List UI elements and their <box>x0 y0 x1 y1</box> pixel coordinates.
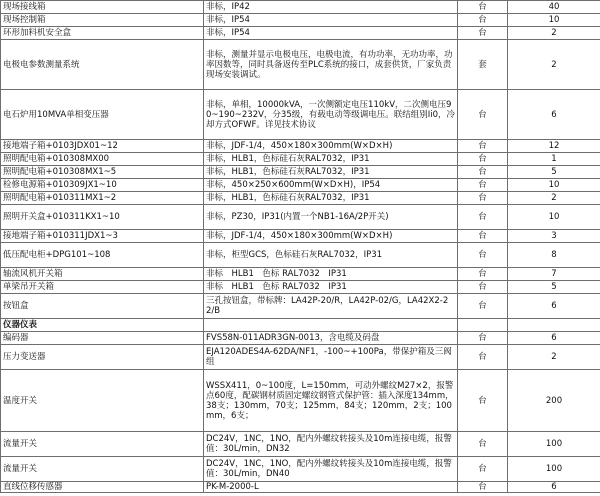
item-spec-cell: 非标，HLB1，色标硅石灰RAL7032，IP31 <box>204 166 458 179</box>
item-name-cell: 直线位移传感器 <box>1 482 204 493</box>
item-name-cell: 压力变送器 <box>1 345 204 370</box>
item-qty-cell: 10 <box>508 205 600 230</box>
item-unit-cell: 台 <box>458 230 508 243</box>
item-qty-cell: 6 <box>508 294 600 319</box>
item-spec-cell: 非标，PZ30，IP31(内置一个NB1-16A/2P开关) <box>204 205 458 230</box>
item-spec-cell <box>204 319 458 332</box>
item-unit-cell: 台 <box>458 90 508 140</box>
item-name-cell: 环形加料机安全盒 <box>1 27 204 40</box>
item-unit-cell: 台 <box>458 281 508 294</box>
item-name-cell: 低压配电柜+DPG101~108 <box>1 243 204 268</box>
item-qty-cell: 1 <box>508 153 600 166</box>
item-unit-cell: 台 <box>458 27 508 40</box>
item-spec-cell: 非标，JDF-1/4，450×180×300mm(W×D×H) <box>204 140 458 153</box>
item-qty-cell: 8 <box>508 243 600 268</box>
table-row <box>1 140 600 153</box>
item-spec-cell: 非标，IP54 <box>204 14 458 27</box>
table-row <box>1 14 600 27</box>
item-qty-cell: 100 <box>508 432 600 457</box>
table-row <box>1 432 600 457</box>
item-name-cell: 电极电参数测量系统 <box>1 40 204 90</box>
item-spec-cell: 非标 HLB1 色标 RAL7032 IP31 <box>204 281 458 294</box>
item-unit-cell: 台 <box>458 332 508 345</box>
item-name-cell: 现场控制箱 <box>1 14 204 27</box>
item-unit-cell <box>458 319 508 332</box>
item-unit-cell: 台 <box>458 294 508 319</box>
item-spec-cell: FVS58N-011ADR3GN-0013，含电缆及码盘 <box>204 332 458 345</box>
item-spec-cell: 非标，HLB1，色标硅石灰RAL7032，IP31 <box>204 192 458 205</box>
item-name-cell: 照明开关盒+010311KX1~10 <box>1 205 204 230</box>
table-row <box>1 27 600 40</box>
item-spec-cell: 非标，柜型GCS，色标硅石灰RAL7032，IP31 <box>204 243 458 268</box>
table-row <box>1 243 600 268</box>
item-name-cell: 轴流风机开关箱 <box>1 268 204 281</box>
item-spec-cell: DC24V，1NC，1NO，配内外螺纹转接头及10m连接电缆，报警值：30L/min，DN32 <box>204 432 458 457</box>
table-row <box>1 281 600 294</box>
table-row <box>1 166 600 179</box>
table-body <box>1 1 600 493</box>
table-row <box>1 179 600 192</box>
item-qty-cell: 12 <box>508 140 600 153</box>
item-qty-cell: 7 <box>508 268 600 281</box>
item-qty-cell: 200 <box>508 370 600 432</box>
item-qty-cell: 6 <box>508 332 600 345</box>
item-qty-cell: 10 <box>508 14 600 27</box>
item-name-cell: 编码器 <box>1 332 204 345</box>
item-spec-cell: 非标，IP54 <box>204 27 458 40</box>
item-qty-cell: 100 <box>508 457 600 482</box>
item-unit-cell: 台 <box>458 166 508 179</box>
item-unit-cell: 台 <box>458 192 508 205</box>
table-row <box>1 370 600 432</box>
item-unit-cell: 台 <box>458 243 508 268</box>
item-name-cell: 单梁吊开关箱 <box>1 281 204 294</box>
item-name-cell: 接地端子箱+0103JDX01~12 <box>1 140 204 153</box>
item-spec-cell: 非标，HLB1，色标硅石灰RAL7032，IP31 <box>204 153 458 166</box>
item-name-cell: 接地端子箱+010311JDX1~3 <box>1 230 204 243</box>
table-row <box>1 192 600 205</box>
item-qty-cell: 2 <box>508 40 600 90</box>
item-spec-cell: DC24V，1NC，1NO，配内外螺纹转接头及10m连接电缆，报警值：30L/min，DN40 <box>204 457 458 482</box>
item-spec-cell: EJA120ADES4A-62DA/NF1，-100~+100Pa，带保护箱及三阀组 <box>204 345 458 370</box>
item-unit-cell: 台 <box>458 482 508 493</box>
item-spec-cell: 三孔按钮盒，带标牌：LA42P-20/R，LA42P-02/G，LA42X2-22/B <box>204 294 458 319</box>
item-name-cell: 检修电源箱+010309JX1~10 <box>1 179 204 192</box>
item-qty-cell: 6 <box>508 482 600 493</box>
item-unit-cell: 台 <box>458 14 508 27</box>
table-row <box>1 90 600 140</box>
item-qty-cell: 10 <box>508 179 600 192</box>
table-row <box>1 345 600 370</box>
item-name-cell: 现场接线箱 <box>1 1 204 14</box>
item-name-cell: 电石炉用10MVA单相变压器 <box>1 90 204 140</box>
table-row <box>1 268 600 281</box>
item-name-cell: 流量开关 <box>1 457 204 482</box>
table-row <box>1 205 600 230</box>
table-row <box>1 1 600 14</box>
item-qty-cell: 3 <box>508 230 600 243</box>
item-unit-cell: 台 <box>458 1 508 14</box>
item-unit-cell: 台 <box>458 179 508 192</box>
item-spec-cell: 非标，JDF-1/4，450×180×300mm(W×D×H) <box>204 230 458 243</box>
item-unit-cell: 台 <box>458 205 508 230</box>
item-name-cell: 照明配电箱+010311MX1~2 <box>1 192 204 205</box>
table-row <box>1 332 600 345</box>
item-qty-cell: 2 <box>508 345 600 370</box>
item-unit-cell: 套 <box>458 40 508 90</box>
item-unit-cell: 台 <box>458 457 508 482</box>
item-unit-cell: 台 <box>458 140 508 153</box>
table-row <box>1 40 600 90</box>
item-name-cell: 温度开关 <box>1 370 204 432</box>
item-unit-cell: 台 <box>458 153 508 166</box>
table-row <box>1 482 600 493</box>
item-qty-cell: 2 <box>508 192 600 205</box>
item-name-cell: 照明配电箱+010308MX1~5 <box>1 166 204 179</box>
item-unit-cell: 台 <box>458 345 508 370</box>
item-qty-cell: 6 <box>508 90 600 140</box>
item-unit-cell: 台 <box>458 268 508 281</box>
table-row <box>1 319 600 332</box>
item-unit-cell: 台 <box>458 370 508 432</box>
item-qty-cell: 2 <box>508 27 600 40</box>
item-spec-cell: 非标 HLB1 色标 RAL7032 IP31 <box>204 268 458 281</box>
item-name-cell: 照明配电箱+010308MX00 <box>1 153 204 166</box>
item-unit-cell: 台 <box>458 432 508 457</box>
item-name-cell: 按钮盒 <box>1 294 204 319</box>
item-spec-cell: WSSX411，0~100度，L=150mm，可动外螺纹M27×2，报警点60度，配碳钢材质固定螺纹钢管式保护管：插入深度134mm，38支；130mm，70支；125mm，84支；120mm，2支；100mm，6支； <box>204 370 458 432</box>
table-row <box>1 230 600 243</box>
table-row <box>1 153 600 166</box>
item-qty-cell: 40 <box>508 1 600 14</box>
item-spec-cell: 非标，单相，10000kVA，一次侧额定电压110kV，二次侧电压90~190~232V，分35级，有载电动等级调电压。联结组别Ii0，冷却方式OFWF。详见技术协议 <box>204 90 458 140</box>
item-qty-cell: 5 <box>508 166 600 179</box>
item-qty-cell <box>508 319 600 332</box>
item-name-cell: 仪器仪表 <box>1 319 204 332</box>
item-spec-cell: 非标，测量并显示电极电压，电极电流，有功功率，无功功率，功率因数等，同时具备返传至PLC系统的接口，成套供货，厂家负责现场安装调试。 <box>204 40 458 90</box>
item-spec-cell: 非标，450×250×600mm(W×D×H)，IP54 <box>204 179 458 192</box>
table-row <box>1 457 600 482</box>
item-qty-cell: 5 <box>508 281 600 294</box>
item-spec-cell: PK-M-2000-L <box>204 482 458 493</box>
table-row <box>1 294 600 319</box>
item-spec-cell: 非标，IP42 <box>204 1 458 14</box>
item-name-cell: 流量开关 <box>1 432 204 457</box>
